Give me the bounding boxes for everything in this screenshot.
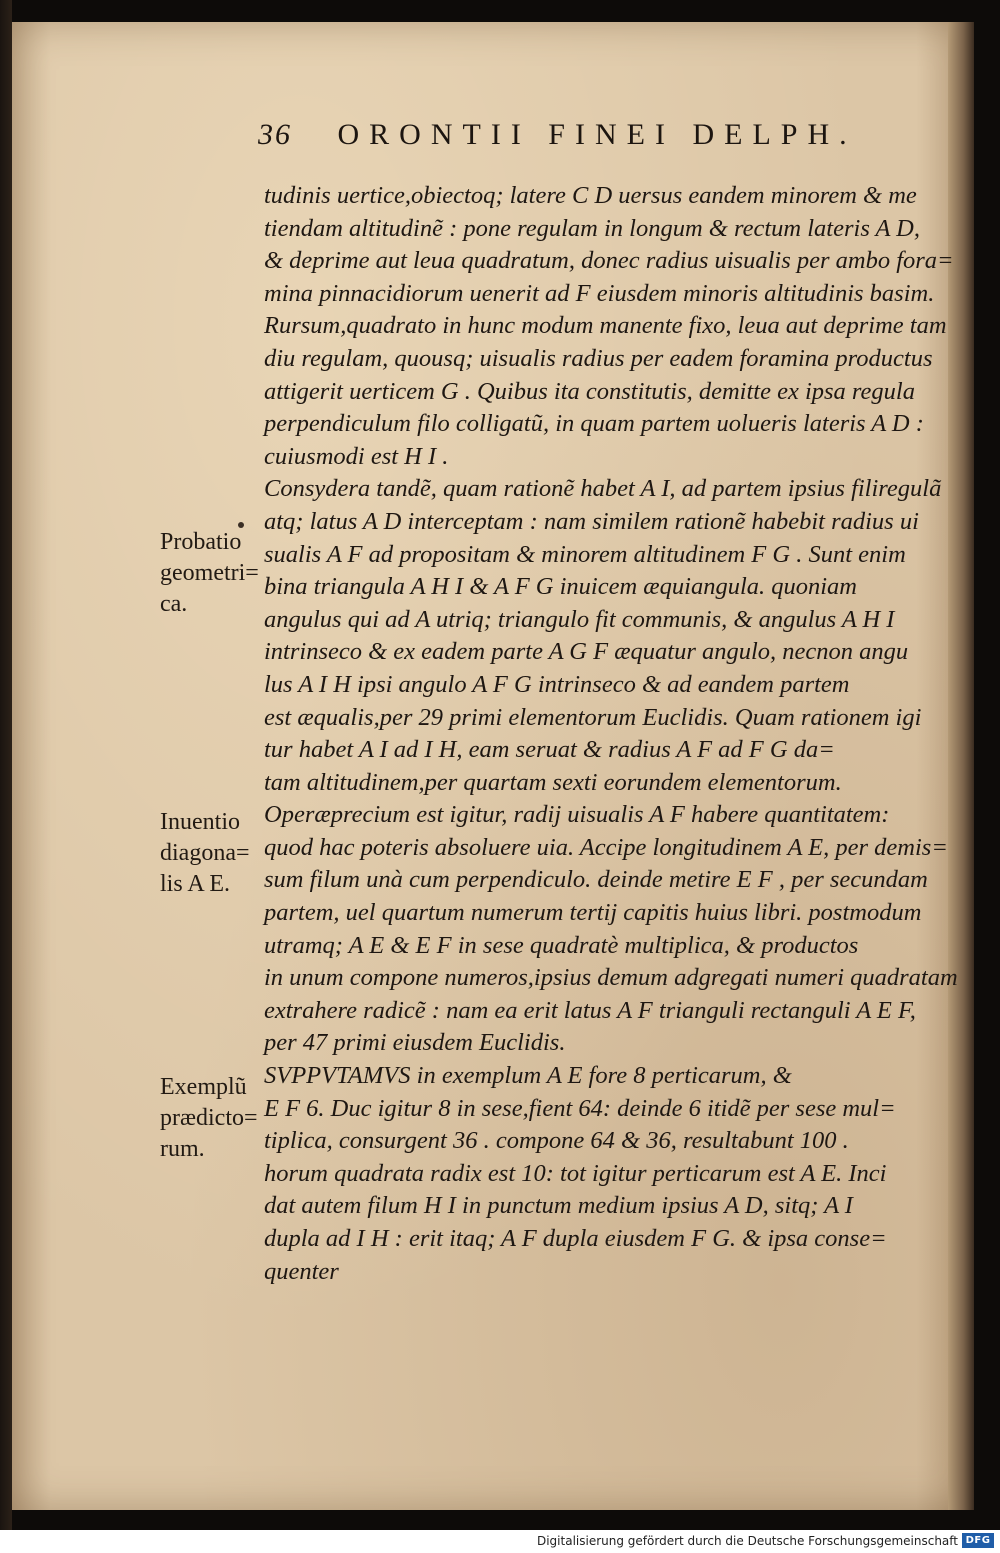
text-line: attigerit uerticem G . Quibus ita constitutis, demitte ex ipsa regula [264,377,915,405]
text-line: tam altitudinem,per quartam sexti eorundem elementorum. [264,768,842,796]
margin-note-line: Inuentio [160,809,240,835]
text-line: quod hac poteris absoluere uia. Accipe longitudinem A E, per demis= [264,833,948,861]
text-line: perpendiculum filo colligatũ, in quam partem uolueris lateris A D : [264,410,924,438]
running-head [258,118,938,158]
text-line: cuiusmodi est H I . [264,442,449,470]
text-line: atq; latus A D interceptam : nam similem rationẽ habebit radius ui [264,507,919,535]
margin-dot [238,522,244,528]
text-line: intrinseco & ex eadem parte A G F æquatur angulo, necnon angu [264,638,909,666]
text-line: est æqualis,per 29 primi elementorum Euclidis. Quam rationem igi [264,703,922,731]
margin-note-line: Probatio [160,529,242,555]
text-line: utramq; A E & E F in sese quadratè multiplica, & productos [264,931,859,959]
body-text [264,180,974,1288]
margin-note-line: diagona= [160,840,250,866]
margin-note [160,527,280,620]
margin-note-line: prædicto= [160,1105,258,1131]
text-line: lus A I H ipsi angulo A F G intrinseco & ad eandem partem [264,670,850,698]
text-line: extrahere radicẽ : nam ea erit latus A F trianguli rectanguli A E F, [264,996,916,1024]
text-line: dat autem filum H I in punctum medium ipsius A D, sitq; A I [264,1192,853,1220]
text-line: mina pinnacidiorum uenerit ad F eiusdem minoris altitudinis basim. [264,279,935,307]
text-line: quenter [264,1257,339,1285]
margin-note [160,807,280,900]
page-number: 36 [258,118,292,151]
margin-note [160,1072,280,1165]
margin-note-line: geometri= [160,560,259,586]
margin-note-line: rum. [160,1136,205,1162]
text-line: tur habet A I ad I H, eam seruat & radius A F ad F G da= [264,736,835,764]
text-line: tudinis uertice,obiectoq; latere C D uersus eandem minorem & me [264,182,917,209]
footer-strip [0,1530,1000,1553]
text-line: Rursum,quadrato in hunc modum manente fixo, leua aut deprime tam [264,312,947,340]
footer-credit: Digitalisierung gefördert durch die Deutsche Forschungsgemeinschaft [536,1534,958,1548]
text-line: SVPPVTAMVS in exemplum A E fore 8 perticarum, & [264,1062,792,1090]
dfg-logo: DFG [962,1533,994,1548]
text-line: E F 6. Duc igitur 8 in sese,fient 64: deinde 6 itidẽ per sese mul= [264,1094,896,1122]
text-line: per 47 primi eiusdem Euclidis. [264,1029,566,1057]
book-page [12,22,974,1510]
text-line: diu regulam, quousq; uisualis radius per eadem foramina productus [264,344,933,372]
book-gutter [0,0,12,1530]
text-line: Operæprecium est igitur, radij uisualis A F habere quantitatem: [264,801,890,829]
margin-note-line: lis A E. [160,871,231,897]
margin-note-line: Exemplũ [160,1074,247,1100]
text-line: sum filum unà cum perpendiculo. deinde metire E F , per secundam [264,866,928,894]
text-line: tiendam altitudinẽ : pone regulam in longum & rectum lateris A D, [264,214,920,242]
running-head-title: ORONTII FINEI DELPH. [337,118,857,151]
text-line: bina triangula A H I & A F G inuicem æquiangula. quoniam [264,573,858,601]
text-line: angulus qui ad A utriq; triangulo fit communis, & angulus A H I [264,605,895,633]
text-line: dupla ad I H : erit itaq; A F dupla eiusdem F G. & ipsa conse= [264,1225,887,1252]
text-line: & deprime aut leua quadratum, donec radius uisualis per ambo fora= [264,247,954,275]
text-line: sualis A F ad propositam & minorem altitudinem F G . Sunt enim [264,540,906,568]
text-line: horum quadrata radix est 10: tot igitur perticarum est A E. Inci [264,1159,887,1187]
text-line: in unum compone numeros,ipsius demum adgregati numeri quadratam [264,964,958,992]
margin-note-line: ca. [160,591,188,617]
text-line: tiplica, consurgent 36 . compone 64 & 36, resultabunt 100 . [264,1127,849,1155]
text-line: Consydera tandẽ, quam rationẽ habet A I, ad partem ipsius filiregulã [264,475,942,503]
text-line: partem, uel quartum numerum tertij capitis huius libri. postmodum [264,899,922,927]
